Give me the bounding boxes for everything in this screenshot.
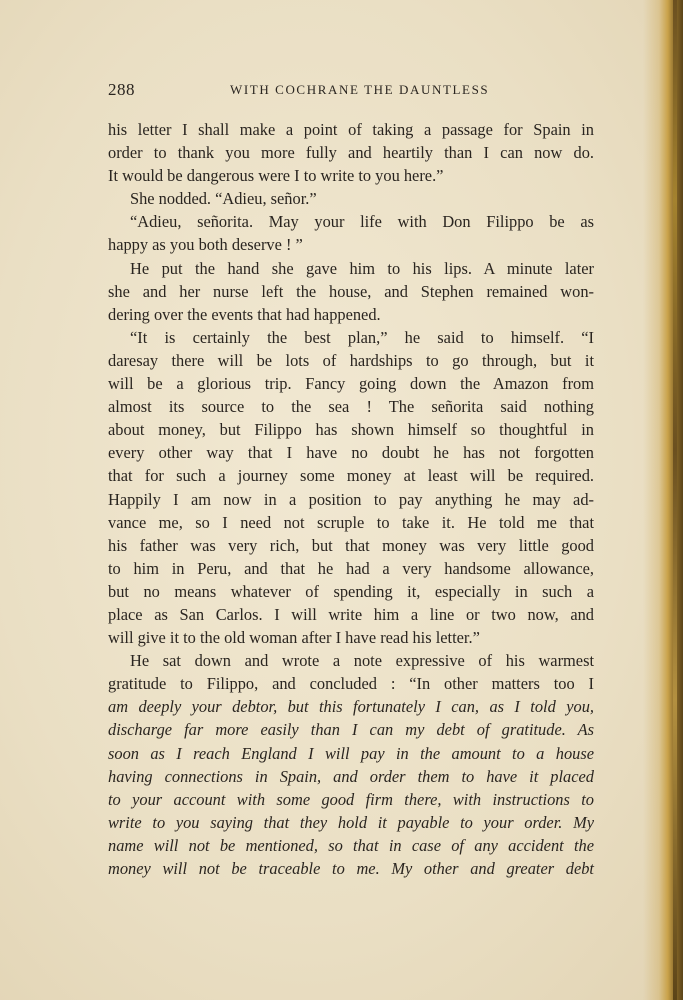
text-line: It would be dangerous were I to write to you here.” [108,166,444,186]
text-line: every other way that I have no doubt he has not forgotten [108,443,594,463]
text-line: but no means whatever of spending it, especially in such a [108,581,594,601]
text-line: she and her nurse left the house, and Stephen remained won- [108,281,594,301]
text-line: to him in Peru, and that he had a very handsome allowance, [108,558,594,578]
text-line: name will not be mentioned, so that in case of any accident the [108,835,594,855]
text-line: about money, but Filippo has shown himself so thoughtful in [108,420,594,440]
text-line: place as San Carlos. I will write him a line or two now, and [108,604,594,624]
text-line: discharge far more easily than I can my debt of gratitude. As [108,720,594,740]
text-line: will give it to the old woman after I have read his letter.” [108,628,480,648]
body-text [108,118,594,880]
text-line: She nodded. “Adieu, señor.” [130,189,317,209]
text-line: order to thank you more fully and heartily than I can now do. [108,143,594,163]
text-line: soon as I reach England I will pay in the amount to a house [108,743,594,763]
text-line: will be a glorious trip. Fancy going down the Amazon from [108,374,594,394]
text-line: having connections in Spain, and order them to have it placed [108,766,594,786]
text-line: to your account with some good firm there, with instructions to [108,789,594,809]
text-line: daresay there will be lots of hardships to go through, but it [108,350,594,370]
text-line: dering over the events that had happened. [108,304,381,324]
page-number: 288 [108,80,135,99]
text-line: money will not be traceable to me. My other and greater debt [108,859,594,878]
text-line: that for such a journey some money at least will be required. [108,466,594,486]
text-line: happy as you both deserve ! ” [108,235,303,255]
text-line: write to you saying that they hold it payable to your order. My [108,812,594,832]
text-line: vance me, so I need not scruple to take it. He told me that [108,512,594,532]
text-line: his father was very rich, but that money was very little good [108,535,594,555]
text-line: “It is certainly the best plan,” he said to himself. “I [130,327,594,347]
text-line: “Adieu, señorita. May your life with Don Filippo be as [130,212,594,232]
text-line: am deeply your debtor, but this fortunately I can, as I told you, [108,697,594,717]
page-gutter-shadow [643,0,683,1000]
page-edge [673,0,677,1000]
running-title: WITH COCHRANE THE DAUNTLESS [230,82,490,97]
text-line: He put the hand she gave him to his lips. A minute later [130,258,594,278]
text-line: Happily I am now in a position to pay anything he may ad- [108,489,594,509]
text-line: his letter I shall make a point of taking a passage for Spain in [108,120,594,139]
text-line: He sat down and wrote a note expressive of his warmest [130,651,594,671]
running-head [108,80,596,102]
text-line: gratitude to Filippo, and concluded : “In other matters too I [108,674,594,694]
text-line: almost its source to the sea ! The señorita said nothing [108,397,594,417]
